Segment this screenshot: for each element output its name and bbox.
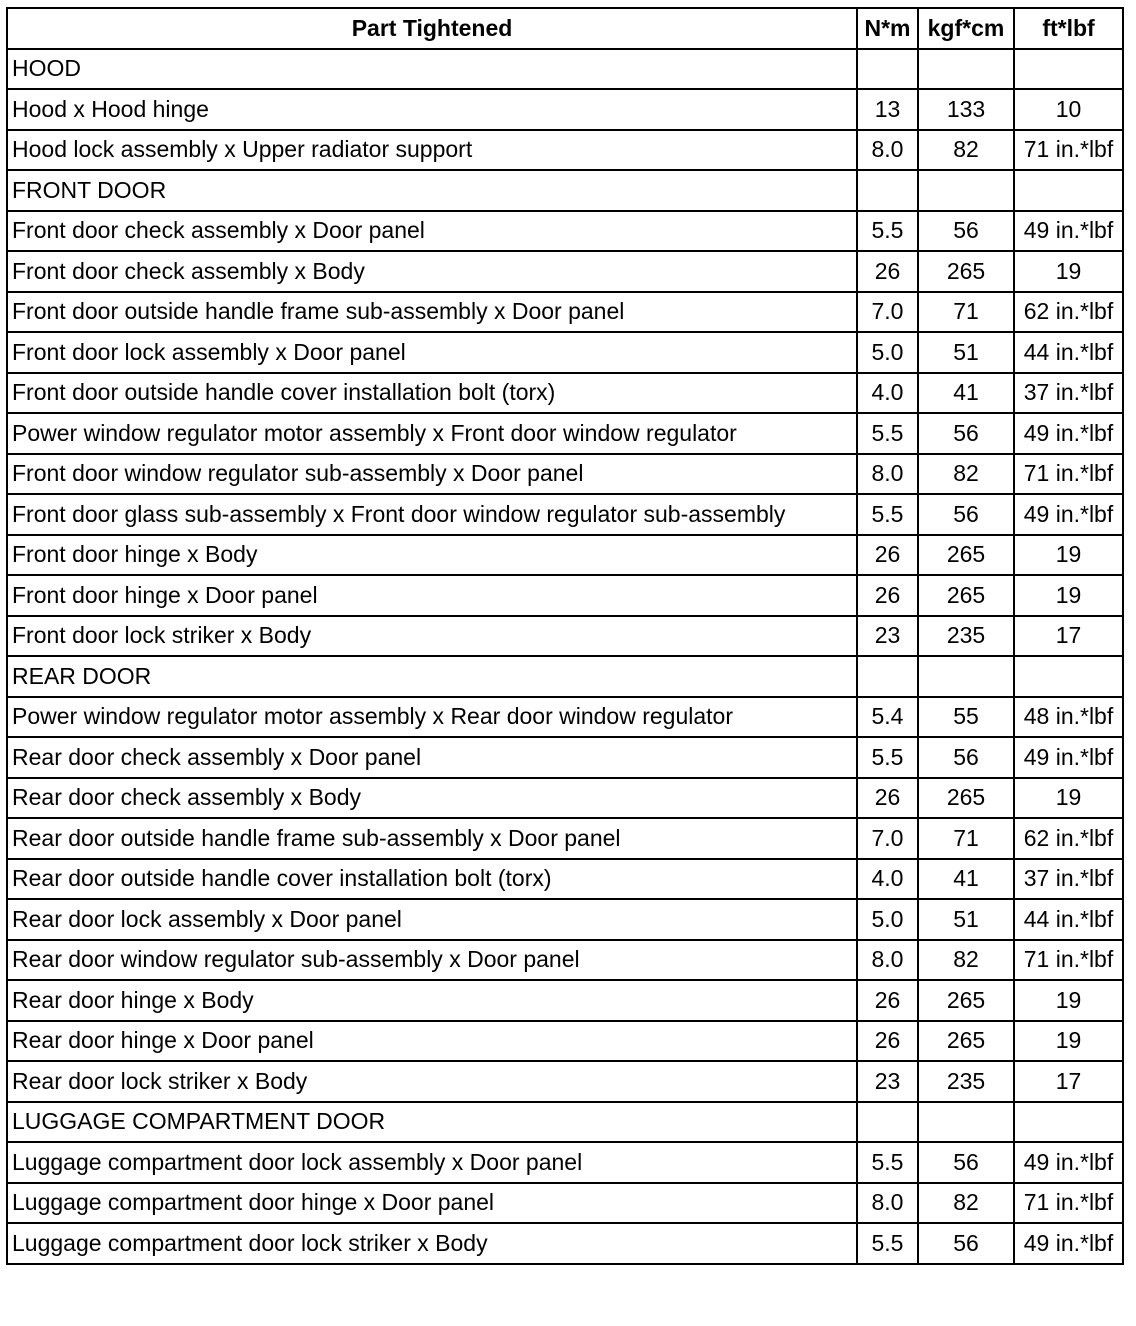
section-header-row: [7, 170, 1123, 211]
kgf-cm-value-cell: 71: [918, 292, 1014, 333]
kgf-cm-value-cell: 265: [918, 251, 1014, 292]
part-tightened-cell: Front door check assembly x Door panel: [7, 211, 857, 252]
table-row: [7, 251, 1123, 292]
kgf-cm-value-cell: 56: [918, 494, 1014, 535]
part-tightened-cell: FRONT DOOR: [7, 170, 857, 211]
nm-value-cell: [857, 1102, 918, 1143]
nm-value-cell: 7.0: [857, 292, 918, 333]
ft-lbf-value-cell: 19: [1014, 1021, 1123, 1062]
part-tightened-cell: Front door hinge x Body: [7, 535, 857, 576]
table-row: [7, 899, 1123, 940]
table-row: [7, 940, 1123, 981]
ft-lbf-value-cell: 17: [1014, 616, 1123, 657]
part-tightened-cell: Front door check assembly x Body: [7, 251, 857, 292]
ft-lbf-value-cell: 37 in.*lbf: [1014, 859, 1123, 900]
table-row: [7, 818, 1123, 859]
part-tightened-cell: Power window regulator motor assembly x Rear door window regulator: [7, 697, 857, 738]
kgf-cm-value-cell: 56: [918, 1223, 1014, 1264]
nm-value-cell: 8.0: [857, 130, 918, 171]
ft-lbf-value-cell: 49 in.*lbf: [1014, 737, 1123, 778]
kgf-cm-value-cell: [918, 656, 1014, 697]
nm-value-cell: 5.0: [857, 332, 918, 373]
part-tightened-cell: Luggage compartment door hinge x Door panel: [7, 1183, 857, 1224]
ft-lbf-value-cell: 19: [1014, 251, 1123, 292]
table-row: [7, 1061, 1123, 1102]
kgf-cm-value-cell: 235: [918, 1061, 1014, 1102]
part-tightened-cell: Rear door window regulator sub-assembly x Door panel: [7, 940, 857, 981]
table-row: [7, 778, 1123, 819]
kgf-cm-value-cell: 133: [918, 89, 1014, 130]
part-tightened-cell: Front door outside handle frame sub-assembly x Door panel: [7, 292, 857, 333]
ft-lbf-value-cell: 62 in.*lbf: [1014, 818, 1123, 859]
part-tightened-cell: Front door lock striker x Body: [7, 616, 857, 657]
nm-value-cell: 5.4: [857, 697, 918, 738]
table-row: [7, 89, 1123, 130]
nm-value-cell: 8.0: [857, 940, 918, 981]
ft-lbf-value-cell: 49 in.*lbf: [1014, 1142, 1123, 1183]
table-row: [7, 575, 1123, 616]
kgf-cm-value-cell: 265: [918, 778, 1014, 819]
nm-value-cell: 23: [857, 1061, 918, 1102]
table-row: [7, 454, 1123, 495]
kgf-cm-value-cell: 55: [918, 697, 1014, 738]
table-row: [7, 292, 1123, 333]
nm-value-cell: 26: [857, 575, 918, 616]
part-tightened-cell: Rear door hinge x Body: [7, 980, 857, 1021]
kgf-cm-value-cell: 56: [918, 211, 1014, 252]
part-tightened-cell: Rear door outside handle cover installation bolt (torx): [7, 859, 857, 900]
kgf-cm-value-cell: 56: [918, 1142, 1014, 1183]
kgf-cm-value-cell: 265: [918, 980, 1014, 1021]
kgf-cm-value-cell: 56: [918, 737, 1014, 778]
ft-lbf-value-cell: 71 in.*lbf: [1014, 130, 1123, 171]
ft-lbf-value-cell: [1014, 1102, 1123, 1143]
nm-value-cell: 26: [857, 778, 918, 819]
nm-value-cell: [857, 49, 918, 90]
ft-lbf-value-cell: 49 in.*lbf: [1014, 1223, 1123, 1264]
nm-value-cell: 26: [857, 251, 918, 292]
nm-value-cell: 5.5: [857, 211, 918, 252]
kgf-cm-value-cell: 41: [918, 373, 1014, 414]
kgf-cm-value-cell: [918, 170, 1014, 211]
nm-value-cell: 5.5: [857, 413, 918, 454]
table-row: [7, 980, 1123, 1021]
part-tightened-cell: Front door glass sub-assembly x Front door window regulator sub-assembly: [7, 494, 857, 535]
part-tightened-cell: Rear door check assembly x Door panel: [7, 737, 857, 778]
nm-value-cell: 5.0: [857, 899, 918, 940]
ft-lbf-value-cell: 71 in.*lbf: [1014, 1183, 1123, 1224]
nm-value-cell: [857, 170, 918, 211]
part-tightened-cell: Front door lock assembly x Door panel: [7, 332, 857, 373]
ft-lbf-value-cell: 19: [1014, 575, 1123, 616]
section-header-row: [7, 1102, 1123, 1143]
table-row: [7, 616, 1123, 657]
part-tightened-cell: Hood x Hood hinge: [7, 89, 857, 130]
ft-lbf-value-cell: 44 in.*lbf: [1014, 899, 1123, 940]
kgf-cm-value-cell: 265: [918, 1021, 1014, 1062]
kgf-cm-value-cell: 51: [918, 899, 1014, 940]
part-tightened-cell: Rear door lock striker x Body: [7, 1061, 857, 1102]
part-tightened-cell: REAR DOOR: [7, 656, 857, 697]
kgf-cm-value-cell: [918, 1102, 1014, 1143]
kgf-cm-value-cell: 82: [918, 130, 1014, 171]
part-tightened-cell: HOOD: [7, 49, 857, 90]
nm-value-cell: 23: [857, 616, 918, 657]
kgf-cm-value-cell: 71: [918, 818, 1014, 859]
ft-lbf-value-cell: 48 in.*lbf: [1014, 697, 1123, 738]
part-tightened-cell: Rear door check assembly x Body: [7, 778, 857, 819]
table-row: [7, 697, 1123, 738]
kgf-cm-value-cell: 82: [918, 940, 1014, 981]
table-row: [7, 130, 1123, 171]
nm-value-cell: 5.5: [857, 1142, 918, 1183]
part-tightened-cell: Hood lock assembly x Upper radiator support: [7, 130, 857, 171]
header-row: [7, 8, 1123, 49]
kgf-cm-value-cell: 51: [918, 332, 1014, 373]
table-row: [7, 737, 1123, 778]
table-body: [7, 49, 1123, 1264]
ft-lbf-value-cell: 49 in.*lbf: [1014, 211, 1123, 252]
nm-value-cell: 4.0: [857, 373, 918, 414]
table-row: [7, 1021, 1123, 1062]
ft-lbf-value-cell: 19: [1014, 778, 1123, 819]
table-row: [7, 859, 1123, 900]
table-row: [7, 535, 1123, 576]
kgf-cm-value-cell: 265: [918, 575, 1014, 616]
kgf-cm-value-cell: 82: [918, 1183, 1014, 1224]
ft-lbf-value-cell: [1014, 49, 1123, 90]
ft-lbf-value-cell: 62 in.*lbf: [1014, 292, 1123, 333]
nm-value-cell: 8.0: [857, 1183, 918, 1224]
section-header-row: [7, 656, 1123, 697]
ft-lbf-value-cell: 17: [1014, 1061, 1123, 1102]
nm-value-cell: [857, 656, 918, 697]
ft-lbf-value-cell: 19: [1014, 980, 1123, 1021]
header-part-tightened: Part Tightened: [7, 8, 857, 49]
section-header-row: [7, 49, 1123, 90]
nm-value-cell: 13: [857, 89, 918, 130]
kgf-cm-value-cell: 56: [918, 413, 1014, 454]
table-row: [7, 373, 1123, 414]
ft-lbf-value-cell: 71 in.*lbf: [1014, 940, 1123, 981]
torque-specification-table: [6, 7, 1124, 1265]
nm-value-cell: 7.0: [857, 818, 918, 859]
nm-value-cell: 8.0: [857, 454, 918, 495]
nm-value-cell: 26: [857, 1021, 918, 1062]
nm-value-cell: 5.5: [857, 494, 918, 535]
ft-lbf-value-cell: 44 in.*lbf: [1014, 332, 1123, 373]
part-tightened-cell: Power window regulator motor assembly x Front door window regulator: [7, 413, 857, 454]
nm-value-cell: 5.5: [857, 737, 918, 778]
nm-value-cell: 26: [857, 980, 918, 1021]
header-newton-meter: N*m: [857, 8, 918, 49]
part-tightened-cell: Luggage compartment door lock assembly x Door panel: [7, 1142, 857, 1183]
table-row: [7, 1223, 1123, 1264]
kgf-cm-value-cell: 265: [918, 535, 1014, 576]
ft-lbf-value-cell: [1014, 656, 1123, 697]
table-row: [7, 211, 1123, 252]
table-row: [7, 413, 1123, 454]
kgf-cm-value-cell: 82: [918, 454, 1014, 495]
header-ft-lbf: ft*lbf: [1014, 8, 1123, 49]
part-tightened-cell: Front door hinge x Door panel: [7, 575, 857, 616]
nm-value-cell: 5.5: [857, 1223, 918, 1264]
table-row: [7, 494, 1123, 535]
part-tightened-cell: LUGGAGE COMPARTMENT DOOR: [7, 1102, 857, 1143]
part-tightened-cell: Front door window regulator sub-assembly x Door panel: [7, 454, 857, 495]
table-row: [7, 1183, 1123, 1224]
part-tightened-cell: Luggage compartment door lock striker x Body: [7, 1223, 857, 1264]
nm-value-cell: 4.0: [857, 859, 918, 900]
part-tightened-cell: Rear door hinge x Door panel: [7, 1021, 857, 1062]
table-row: [7, 1142, 1123, 1183]
kgf-cm-value-cell: 235: [918, 616, 1014, 657]
ft-lbf-value-cell: 10: [1014, 89, 1123, 130]
ft-lbf-value-cell: 71 in.*lbf: [1014, 454, 1123, 495]
table-row: [7, 332, 1123, 373]
header-kgf-cm: kgf*cm: [918, 8, 1014, 49]
ft-lbf-value-cell: 49 in.*lbf: [1014, 494, 1123, 535]
ft-lbf-value-cell: [1014, 170, 1123, 211]
part-tightened-cell: Rear door lock assembly x Door panel: [7, 899, 857, 940]
kgf-cm-value-cell: [918, 49, 1014, 90]
ft-lbf-value-cell: 19: [1014, 535, 1123, 576]
part-tightened-cell: Rear door outside handle frame sub-assembly x Door panel: [7, 818, 857, 859]
nm-value-cell: 26: [857, 535, 918, 576]
ft-lbf-value-cell: 37 in.*lbf: [1014, 373, 1123, 414]
kgf-cm-value-cell: 41: [918, 859, 1014, 900]
part-tightened-cell: Front door outside handle cover installation bolt (torx): [7, 373, 857, 414]
ft-lbf-value-cell: 49 in.*lbf: [1014, 413, 1123, 454]
